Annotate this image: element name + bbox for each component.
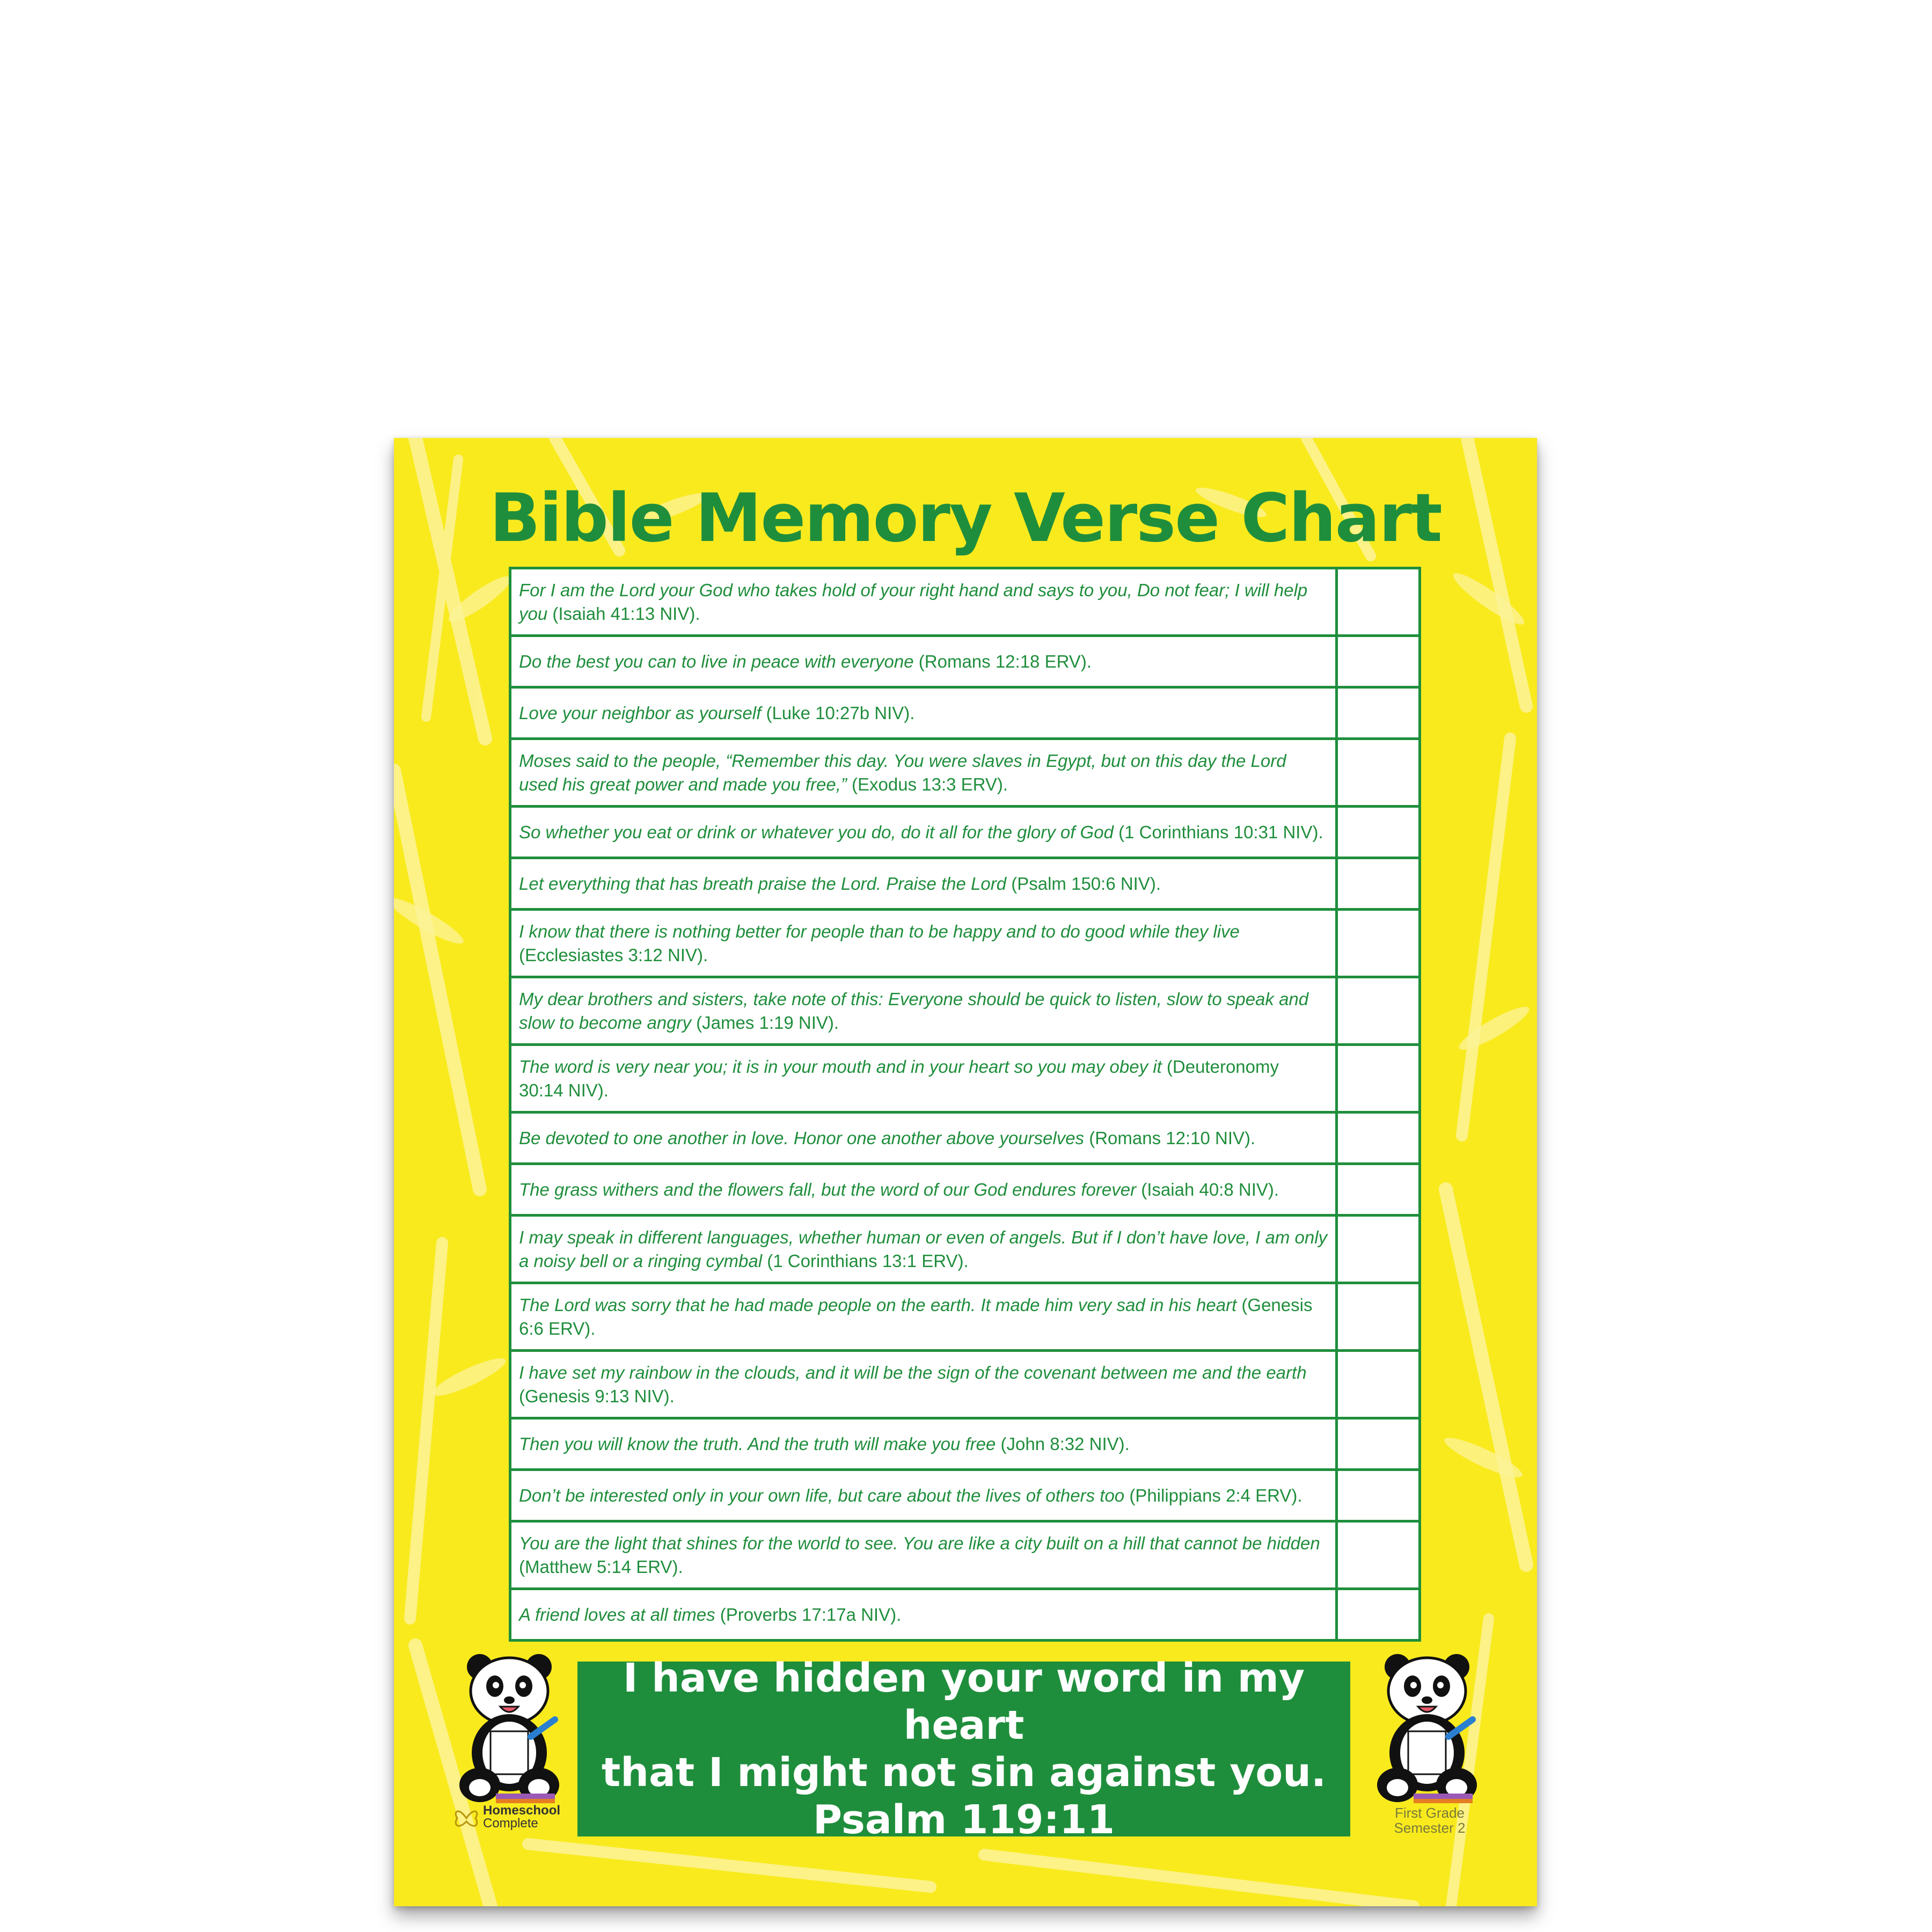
verse-reference: (John 8:32 NIV). — [996, 1433, 1130, 1454]
verse-text: A friend loves at all times — [519, 1604, 715, 1624]
checkbox-cell[interactable] — [1337, 910, 1420, 977]
verse-reference: (Proverbs 17:17a NIV). — [715, 1604, 902, 1624]
checkbox-cell[interactable] — [1337, 1216, 1420, 1283]
verse-reference: (Matthew 5:14 ERV). — [519, 1556, 683, 1577]
verse-cell — [510, 739, 1337, 807]
homeschool-complete-logo — [453, 1801, 571, 1833]
verse-text: Moses said to the people, “Remember this day. You were slaves in Egypt, but on this day the Lord used his great power and made you free,” — [519, 750, 1286, 794]
verse-reference: (Ecclesiastes 3:12 NIV). — [519, 945, 708, 965]
grade-line-1: First Grade — [1394, 1805, 1465, 1821]
verse-text: Do the best you can to live in peace with everyone — [519, 651, 914, 671]
checkbox-cell[interactable] — [1337, 1045, 1420, 1113]
panda-mascot-right — [1371, 1651, 1483, 1806]
verse-text: The word is very near you; it is in your mouth and in your heart so you may obey it — [519, 1056, 1162, 1077]
verse-cell — [510, 1164, 1337, 1216]
verse-cell — [510, 807, 1337, 858]
checkbox-cell[interactable] — [1337, 636, 1420, 687]
checkbox-cell[interactable] — [1337, 858, 1420, 910]
banner-line-2: that I might not sin against you. — [601, 1750, 1327, 1796]
verse-text: I have set my rainbow in the clouds, and it will be the sign of the covenant between me and the earth — [519, 1362, 1307, 1382]
verse-reference: (Isaiah 40:8 NIV). — [1136, 1179, 1279, 1199]
verse-text: Love your neighbor as yourself — [519, 702, 762, 723]
verse-text: Be devoted to one another in love. Honor one another above yourselves — [519, 1128, 1085, 1148]
verse-text: I may speak in different languages, whether human or even of angels. But if I don’t have love, I am only a noisy bell or a ringing cymbal — [519, 1227, 1328, 1271]
verse-cell — [510, 1113, 1337, 1164]
brand-subname: Complete — [483, 1816, 538, 1831]
table-row — [510, 910, 1420, 977]
verse-reference: (James 1:19 NIV). — [691, 1012, 839, 1033]
checkbox-cell[interactable] — [1337, 1283, 1420, 1351]
verse-cell — [510, 687, 1337, 739]
verse-cell — [510, 1045, 1337, 1113]
verse-cell — [510, 1351, 1337, 1418]
verse-cell — [510, 1470, 1337, 1521]
verse-cell — [510, 910, 1337, 977]
verse-cell — [510, 858, 1337, 910]
verse-reference: (Genesis 6:6 ERV). — [519, 1294, 1313, 1338]
table-row — [510, 568, 1420, 636]
verse-reference: (Deuteronomy 30:14 NIV). — [519, 1056, 1279, 1100]
verse-cell — [510, 1418, 1337, 1470]
verse-reference: (Romans 12:18 ERV). — [913, 651, 1092, 671]
table-row — [510, 1521, 1420, 1589]
grade-label — [1365, 1805, 1494, 1835]
table-row — [510, 807, 1420, 858]
checkbox-cell[interactable] — [1337, 1589, 1420, 1641]
table-row — [510, 636, 1420, 687]
verse-cell — [510, 1589, 1337, 1641]
table-row — [510, 1113, 1420, 1164]
verse-reference: (Luke 10:27b NIV). — [761, 702, 915, 723]
verse-table — [509, 567, 1421, 1642]
checkbox-cell[interactable] — [1337, 807, 1420, 858]
table-row — [510, 977, 1420, 1045]
verse-cell — [510, 1216, 1337, 1283]
verse-text: Let everything that has breath praise the Lord. Praise the Lord — [519, 873, 1007, 894]
table-row — [510, 1589, 1420, 1641]
table-row — [510, 1045, 1420, 1113]
table-row — [510, 858, 1420, 910]
verse-reference: (Exodus 13:3 ERV). — [846, 774, 1008, 794]
table-row — [510, 1283, 1420, 1351]
checkbox-cell[interactable] — [1337, 1351, 1420, 1418]
verse-text: You are the light that shines for the world to see. You are like a city built on a hill that cannot be hidden — [519, 1533, 1320, 1553]
table-row — [510, 1418, 1420, 1470]
grade-line-2: Semester 2 — [1394, 1820, 1466, 1836]
verse-text: For I am the Lord your God who takes hold of your right hand and says to you, Do not fear; I will help you — [519, 580, 1308, 624]
panda-mascot-left — [453, 1651, 566, 1806]
verse-cell — [510, 977, 1337, 1045]
verse-text: I know that there is nothing better for people than to be happy and to do good while they live — [519, 921, 1240, 941]
checkbox-cell[interactable] — [1337, 687, 1420, 739]
table-row — [510, 1216, 1420, 1283]
checkbox-cell[interactable] — [1337, 1470, 1420, 1521]
checkbox-cell[interactable] — [1337, 1521, 1420, 1589]
brand-name: Homeschool — [483, 1803, 561, 1818]
checkbox-cell[interactable] — [1337, 1418, 1420, 1470]
verse-text: My dear brothers and sisters, take note of this: Everyone should be quick to listen, slow to speak and slow to become angry — [519, 989, 1309, 1033]
table-row — [510, 1351, 1420, 1418]
verse-text: The Lord was sorry that he had made people on the earth. It made him very sad in his heart — [519, 1294, 1237, 1315]
verse-reference: (Philippians 2:4 ERV). — [1124, 1485, 1302, 1505]
butterfly-icon — [453, 1806, 480, 1830]
verse-text: So whether you eat or drink or whatever you do, do it all for the glory of God — [519, 822, 1114, 842]
checkbox-cell[interactable] — [1337, 568, 1420, 636]
checkbox-cell[interactable] — [1337, 1164, 1420, 1216]
table-row — [510, 1470, 1420, 1521]
chart-sheet — [394, 438, 1537, 1906]
checkbox-cell[interactable] — [1337, 977, 1420, 1045]
page-title: Bible Memory Verse Chart — [489, 480, 1441, 557]
verse-text: Then you will know the truth. And the truth will make you free — [519, 1433, 996, 1454]
verse-reference: (Psalm 150:6 NIV). — [1006, 873, 1161, 894]
verse-cell — [510, 636, 1337, 687]
verse-reference: (Isaiah 41:13 NIV). — [547, 603, 700, 624]
verse-reference: (Romans 12:10 NIV). — [1084, 1128, 1256, 1148]
verse-cell — [510, 568, 1337, 636]
table-row — [510, 739, 1420, 807]
banner-line-1: I have hidden your word in my heart — [623, 1655, 1305, 1748]
table-row — [510, 1164, 1420, 1216]
verse-text: Don’t be interested only in your own life, but care about the lives of others too — [519, 1485, 1125, 1505]
table-row — [510, 687, 1420, 739]
checkbox-cell[interactable] — [1337, 739, 1420, 807]
memory-verse-banner — [577, 1655, 1350, 1843]
checkbox-cell[interactable] — [1337, 1113, 1420, 1164]
banner-reference: Psalm 119:11 — [813, 1797, 1115, 1843]
verse-reference: (Genesis 9:13 NIV). — [519, 1386, 675, 1406]
verse-reference: (1 Corinthians 10:31 NIV). — [1113, 822, 1323, 842]
verse-cell — [510, 1283, 1337, 1351]
verse-text: The grass withers and the flowers fall, but the word of our God endures forever — [519, 1179, 1137, 1199]
verse-cell — [510, 1521, 1337, 1589]
verse-reference: (1 Corinthians 13:1 ERV). — [762, 1250, 969, 1271]
